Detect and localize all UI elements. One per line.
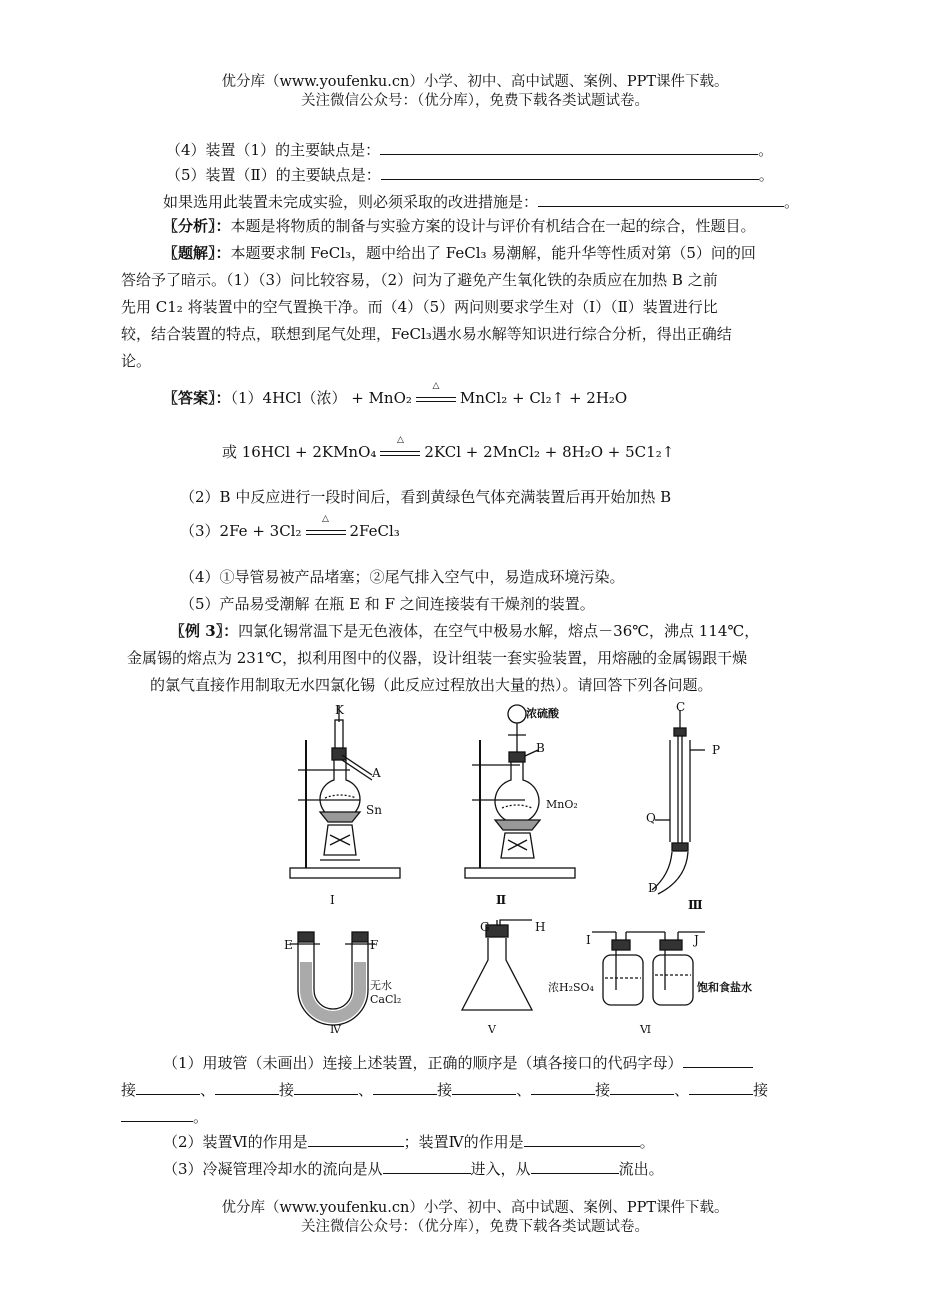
question-1-line-2: [121, 1079, 768, 1100]
improvement-question: [163, 191, 799, 212]
eq2-left: 或 16HCl + 2KMnO₄: [222, 443, 377, 461]
solution-line-4: 较，结合装置的特点，联想到尾气处理，FeCl₃遇水易水解等知识进行综合分析，得出正确结: [121, 325, 732, 343]
comma: 、: [516, 1081, 532, 1099]
solution-label: 〖题解〗：: [163, 244, 231, 262]
question-3-text-b: 进入，从: [470, 1160, 531, 1178]
label-B: B: [536, 741, 545, 755]
answer-label: 〖答案〗：: [163, 389, 231, 407]
question-5: [166, 164, 774, 185]
label-K: K: [335, 703, 344, 717]
answer-blank[interactable]: [136, 1079, 200, 1095]
answer-blank[interactable]: [538, 191, 784, 207]
answer-5: （5）产品易受潮解 在瓶 E 和 F 之间连接装有干燥剂的装置。: [180, 595, 595, 613]
question-1-line-1: [163, 1052, 753, 1073]
solution-line-5: 论。: [121, 352, 152, 370]
answer-blank[interactable]: [383, 1158, 471, 1174]
label-roman-III: Ⅲ: [688, 898, 703, 912]
example-3-line-3: 的氯气直接作用制取无水四氯化锡（此反应过程放出大量的热）。请回答下列各问题。: [150, 676, 713, 694]
label-roman-I: I: [330, 893, 335, 907]
example-3-text: 四氯化锡常温下是无色液体，在空气中极易水解，熔点－36℃，沸点 114℃，: [238, 622, 760, 640]
question-5-text: （5）装置（Ⅱ）的主要缺点是：: [166, 166, 381, 184]
label-P: P: [712, 743, 721, 757]
answer-blank[interactable]: [610, 1079, 674, 1095]
join-word: 接: [121, 1081, 137, 1099]
label-roman-V: Ⅴ: [488, 1023, 496, 1036]
comma: 、: [674, 1081, 690, 1099]
period: 。: [639, 1133, 655, 1151]
answer-blank[interactable]: [524, 1131, 640, 1147]
answer-2: （2）B 中反应进行一段时间后，看到黄绿色气体充满装置后再开始加热 B: [180, 488, 672, 506]
example-3-line-2: 金属锡的熔点为 231℃，拟利用图中的仪器，设计组装一套实验装置，用熔融的金属锡跟干燥: [127, 649, 748, 667]
improvement-text: 如果选用此装置未完成实验，则必须采取的改进措施是：: [163, 193, 539, 211]
eq2-right: 2KCl + 2MnCl₂ + 8H₂O + 5C1₂↑: [424, 443, 675, 461]
heat-condition: △: [322, 514, 329, 524]
apparatus-4-u-tube: [290, 932, 375, 1025]
answer-3: [180, 514, 400, 541]
example-3-line-1: [170, 621, 759, 641]
answer-equation-2: [222, 435, 675, 462]
answer-blank[interactable]: [531, 1079, 595, 1095]
label-cacl2-line-1: 无水: [370, 979, 392, 992]
period: 。: [193, 1108, 209, 1126]
answer-blank[interactable]: [215, 1079, 279, 1095]
label-Q: Q: [646, 811, 656, 825]
apparatus-3-condenser: [652, 710, 705, 894]
answer-blank[interactable]: [380, 139, 758, 155]
period: 。: [758, 166, 774, 184]
eq1-left: （1）4HCl（浓） + MnO₂: [230, 389, 412, 407]
answer-blank[interactable]: [121, 1106, 193, 1122]
label-roman-IV: Ⅳ: [330, 1023, 341, 1036]
question-4-text: （4）装置（1）的主要缺点是：: [166, 141, 381, 159]
question-1-line-3: [121, 1106, 208, 1127]
analysis: [163, 216, 756, 236]
label-C: C: [676, 700, 686, 714]
answer-blank[interactable]: [294, 1079, 358, 1095]
apparatus-5-flask: [462, 920, 532, 1010]
solution-line-1: [163, 243, 756, 263]
answer-blank[interactable]: [452, 1079, 516, 1095]
solution-text: 本题要求制 FeCl₃，题中给出了 FeCl₃ 易潮解，能升华等性质对第（5）问的回: [230, 244, 756, 262]
header-line-1: 优分库（www.youfenku.cn）小学、初中、高中试题、案例、PPT课件下载。: [221, 74, 729, 90]
join-word: 接: [753, 1081, 769, 1099]
label-A: A: [372, 766, 381, 780]
example-3-label: 〖例 3〗：: [170, 622, 239, 640]
analysis-label: 〖分析〗：: [163, 217, 231, 235]
heat-equals-sign: [416, 381, 456, 405]
question-3: [163, 1158, 664, 1179]
apparatus-2: [465, 705, 575, 878]
question-1-text: （1）用玻管（未画出）连接上述装置，正确的顺序是（填各接口的代码字母）: [163, 1054, 683, 1072]
solution-line-2: 答给予了暗示。（1）（3）问比较容易，（2）问为了避免产生氧化铁的杂质应在加热 B 之前: [121, 271, 718, 289]
label-conc-h2so4: 浓硫酸: [526, 707, 559, 720]
answer-blank[interactable]: [531, 1158, 619, 1174]
answer-blank[interactable]: [308, 1131, 404, 1147]
period: 。: [758, 141, 774, 159]
label-H: H: [535, 920, 546, 934]
label-D: D: [648, 881, 658, 895]
question-2: [163, 1131, 655, 1152]
join-word: 接: [595, 1081, 611, 1099]
solution-line-3: 先用 C1₂ 将装置中的空气置换干净。而（4）（5）两问则要求学生对（Ⅰ）（Ⅱ）装置进行比: [121, 298, 718, 316]
answer-blank[interactable]: [683, 1052, 753, 1068]
heat-equals-sign: [306, 514, 346, 538]
comma: 、: [358, 1081, 374, 1099]
label-MnO2: MnO₂: [546, 798, 578, 811]
apparatus-6-wash-bottles: [592, 932, 705, 1005]
question-2-text-b: ；装置Ⅳ的作用是: [403, 1133, 524, 1151]
label-brine: 饱和食盐水: [697, 981, 752, 994]
heat-condition: △: [432, 381, 440, 391]
answer-equation-1: [163, 381, 628, 408]
footer-line-1: 优分库（www.youfenku.cn）小学、初中、高中试题、案例、PPT课件下载。: [221, 1200, 729, 1216]
answer-blank[interactable]: [381, 164, 759, 180]
apparatus-1: [290, 705, 400, 878]
question-3-text-a: （3）冷凝管理冷却水的流向是从: [163, 1160, 383, 1178]
label-F: F: [370, 938, 379, 952]
label-roman-VI: Ⅵ: [640, 1023, 652, 1036]
heat-condition: △: [396, 435, 404, 445]
question-4: [166, 139, 773, 160]
label-roman-II: Ⅱ: [496, 893, 507, 907]
join-word: 接: [279, 1081, 295, 1099]
label-port-I: I: [586, 933, 591, 947]
question-2-text-a: （2）装置Ⅵ的作用是: [163, 1133, 308, 1151]
label-J: J: [694, 933, 699, 947]
answer-blank[interactable]: [373, 1079, 437, 1095]
header-line-2: 关注微信公众号：（优分库），免费下载各类试题试卷。: [301, 93, 649, 109]
eq3-right: 2FeCl₃: [349, 522, 400, 540]
analysis-text: 本题是将物质的制备与实验方案的设计与评价有机结合在一起的综合，性题目。: [230, 217, 756, 235]
eq3-left: （3）2Fe + 3Cl₂: [180, 522, 302, 540]
footer-line-2: 关注微信公众号：（优分库），免费下载各类试题试卷。: [301, 1219, 649, 1235]
eq1-right: MnCl₂ + Cl₂↑ + 2H₂O: [459, 389, 628, 407]
heat-equals-sign: [380, 435, 420, 459]
join-word: 接: [437, 1081, 453, 1099]
label-E: E: [284, 938, 293, 952]
label-G: G: [480, 920, 490, 934]
answer-4: （4）①导管易被产品堵塞；②尾气排入空气中，易造成环境污染。: [180, 568, 625, 586]
period: 。: [784, 193, 800, 211]
label-h2so4-bottle: 浓H₂SO₄: [548, 981, 594, 994]
label-cacl2-line-2: CaCl₂: [370, 993, 402, 1006]
answer-blank[interactable]: [689, 1079, 753, 1095]
comma: 、: [200, 1081, 216, 1099]
question-3-text-c: 流出。: [618, 1160, 664, 1178]
label-Sn: Sn: [366, 803, 382, 817]
